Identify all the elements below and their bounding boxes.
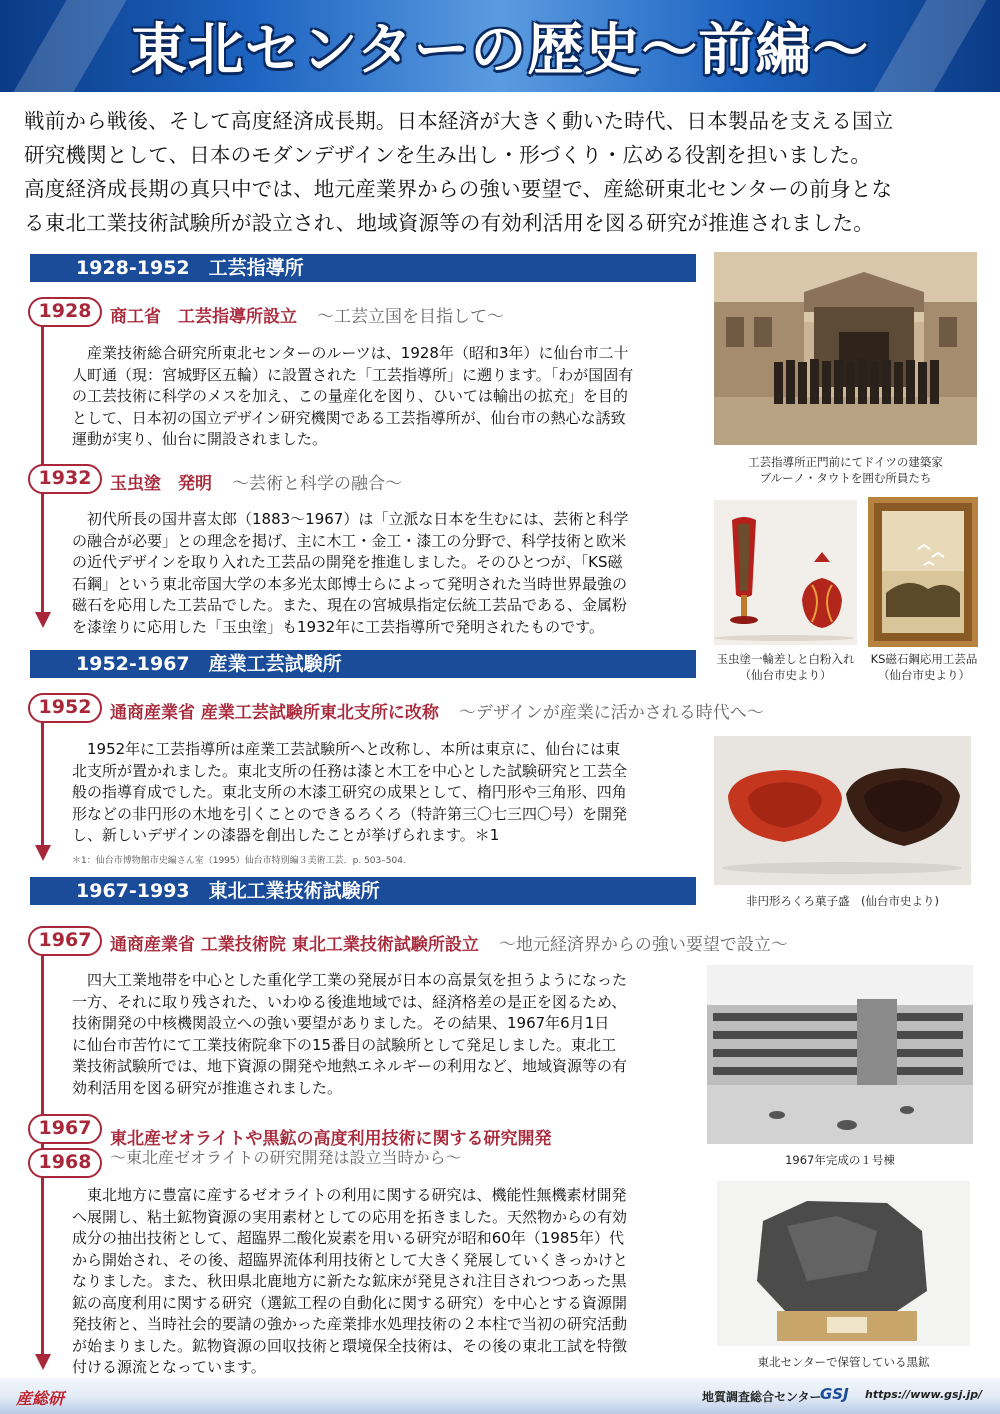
year-badge: 1967 xyxy=(28,1114,102,1144)
photo-caption: 玉虫塗一輪差しと白粉入れ （仙台市史より） xyxy=(716,652,855,682)
tamamushi-lacquerware-photo xyxy=(714,500,857,645)
aist-logo: 産総研 xyxy=(16,1389,65,1408)
entry-title: 通商産業省 工業技術院 東北工業技術試験所設立 ～地元経済界からの強い要望で設立～ xyxy=(110,935,788,955)
entry-title: 東北産ゼオライトや黒鉱の高度利用技術に関する研究開発 xyxy=(110,1129,552,1149)
footer xyxy=(0,1378,1000,1414)
timeline-line xyxy=(41,722,44,847)
entry-body: 東北地方に豊富に産するゼオライトの利用に関する研究は、機能性無機素材開発 へ展開し、粘土鉱物資源の実用素材としての応用を拓きました。天然物からの有効 成分の抽出技術として、超臨界二酸化炭素を用いる研究が昭和60年（1985年）代 から開始され、その後、超臨界流体利用技術として大きく発展していくきっかけと なりました。また、秋田県北鹿地方に新たな鉱床が発見され注目されつつあった黒 鉱の高度利用に関する研究（選鉱工程の自動化に関する研究）を中心とする資源開 発技術と、当時社会的要請の強かった産業排水処理技術の２本柱で当初の研究活動 が始まりました。鉱物資源の回収技術と環境保全技術は、その後の東北工試を特徴 付ける源流となっています。 xyxy=(72,1186,628,1376)
photo-caption: 非円形ろくろ菓子盛 (仙台市史より) xyxy=(746,894,939,908)
year-badge: 1928 xyxy=(28,297,102,327)
timeline-arrow xyxy=(35,612,51,628)
year-badge: 1968 xyxy=(28,1148,102,1178)
title-banner xyxy=(0,0,1000,92)
photo-caption: 東北センターで保管している黒鉱 xyxy=(757,1355,930,1369)
year-badge: 1967 xyxy=(28,926,102,956)
entry-body: 四大工業地帯を中心とした重化学工業の発展が日本の高景気を担うようになった 一方、それに取り残された、いわゆる後進地域では、経済格差の是正を図るため、 技術開発の中核機関設立への強い要望がありました。その結果、1967年6月1日 に仙台市苦竹にて工業技術院傘下の15番目の試験所として発足しました。東北工 業技術試験所では、地下資源の開発や地熱エネルギーの利用など、地域資源等の有 効利活用を図る研究が推進されました。 xyxy=(72,971,628,1097)
intro-line: る東北工業技術試験所が設立され、地域資源等の有効利活用を図る研究が推進されました。 xyxy=(24,211,874,235)
footer-url-link[interactable]: https://www.gsj.jp/ xyxy=(865,1388,983,1401)
lacquer-dishes-photo xyxy=(714,736,971,885)
intro-line: 高度経済成長期の真只中では、地元産業界からの強い要望で、産総研東北センターの前身とな xyxy=(24,177,893,201)
year-badge: 1952 xyxy=(28,693,102,723)
entry-body: 1952年に工芸指導所は産業工芸試験所へと改称し、本所は東京に、仙台には東 北支所が置かれました。東北支所の任務は漆と木工を中心とした試験研究と工芸全 般の指導育成でした。東北支所の木漆工研究の成果として、楕円形や三角形、四角 形などの非円形の木地を引くことのできるろくろ（特許第三〇七三四〇号）を開発 し、新しいデザインの漆器を創出したことが挙げられます。＊1 xyxy=(72,740,628,844)
era-bar-1967-1993: 1967-1993 東北工業技術試験所 xyxy=(30,877,696,905)
photo-caption: 1967年完成の１号棟 xyxy=(785,1153,895,1167)
entry-title: 玉虫塗 発明 ～芸術と科学の融合～ xyxy=(110,474,402,494)
page-title: 東北センターの歴史～前編～ xyxy=(130,18,870,83)
era-bar-1928-1952: 1928-1952 工芸指導所 xyxy=(30,254,696,282)
intro-line: 戦前から戦後、そして高度経済成長期。日本経済が大きく動いた時代、日本製品を支える国立 xyxy=(24,109,894,133)
intro-paragraph xyxy=(24,104,979,240)
black-ore-photo xyxy=(717,1181,970,1346)
gsj-logo: GSJ xyxy=(820,1385,849,1403)
entry-title: 商工省 工芸指導所設立 ～工芸立国を目指して～ xyxy=(110,307,504,327)
entry-body: 産業技術総合研究所東北センターのルーツは、1928年（昭和3年）に仙台市二十 人町通（現：宮城野区五輪）に設置された「工芸指導所」に遡ります。「わが国固有 の工芸技術に科学のメスを加え、この量産化を図り、ひいては輸出の拡充」を目的 として、日本初の国立デザイン研究機関である工芸指導所が、仙台市の熱心な誘致 運動が実り、仙台に開設されました。 xyxy=(72,344,634,448)
staff-group-photo xyxy=(714,252,977,445)
entry-subtitle: ～東北産ゼオライトの研究開発は設立当時から～ xyxy=(110,1148,462,1167)
era-bar-1952-1967: 1952-1967 産業工芸試験所 xyxy=(30,650,696,678)
entry-title: 通商産業省 産業工芸試験所東北支所に改称 ～デザインが産業に活かされる時代へ～ xyxy=(110,703,764,723)
year-badge: 1932 xyxy=(28,464,102,494)
building-1967-photo xyxy=(707,965,973,1144)
photo-caption: 工芸指導所正門前にてドイツの建築家 ブルーノ・タウトを囲む所員たち xyxy=(748,455,943,485)
ks-magnet-craft-photo xyxy=(868,497,978,647)
timeline-arrow xyxy=(35,845,51,861)
footnote: ＊1：仙台市博物館市史編さん室（1995）仙台市特別編３美術工芸．p. 503–504. xyxy=(72,856,406,866)
intro-line: 研究機関として、日本のモダンデザインを生み出し・形づくり・広める役割を担いました。 xyxy=(24,143,872,167)
timeline-arrow xyxy=(35,1354,51,1370)
entry-body: 初代所長の国井喜太郎（1883～1967）は「立派な日本を生むには、芸術と科学 の融合が必要」との理念を掲げ、主に木工・金工・漆工の分野で、科学技術と欧米 の近代デザインを取り入れた工芸品の開発を推進しました。そのひとつが、「KS磁 石鋼」という東北帝国大学の本多光太郎博士らによって発明された当時世界最強の 磁石を応用した工芸品でした。また、現在の宮城県指定伝統工芸品である、金属粉 を漆塗りに応用した「玉虫塗」も1932年に工芸指導所で発明されたものです。 xyxy=(72,510,629,636)
photo-caption: KS磁石鋼応用工芸品 （仙台市史より） xyxy=(870,652,978,682)
footer-org-name: 地質調査総合センター xyxy=(702,1390,822,1404)
